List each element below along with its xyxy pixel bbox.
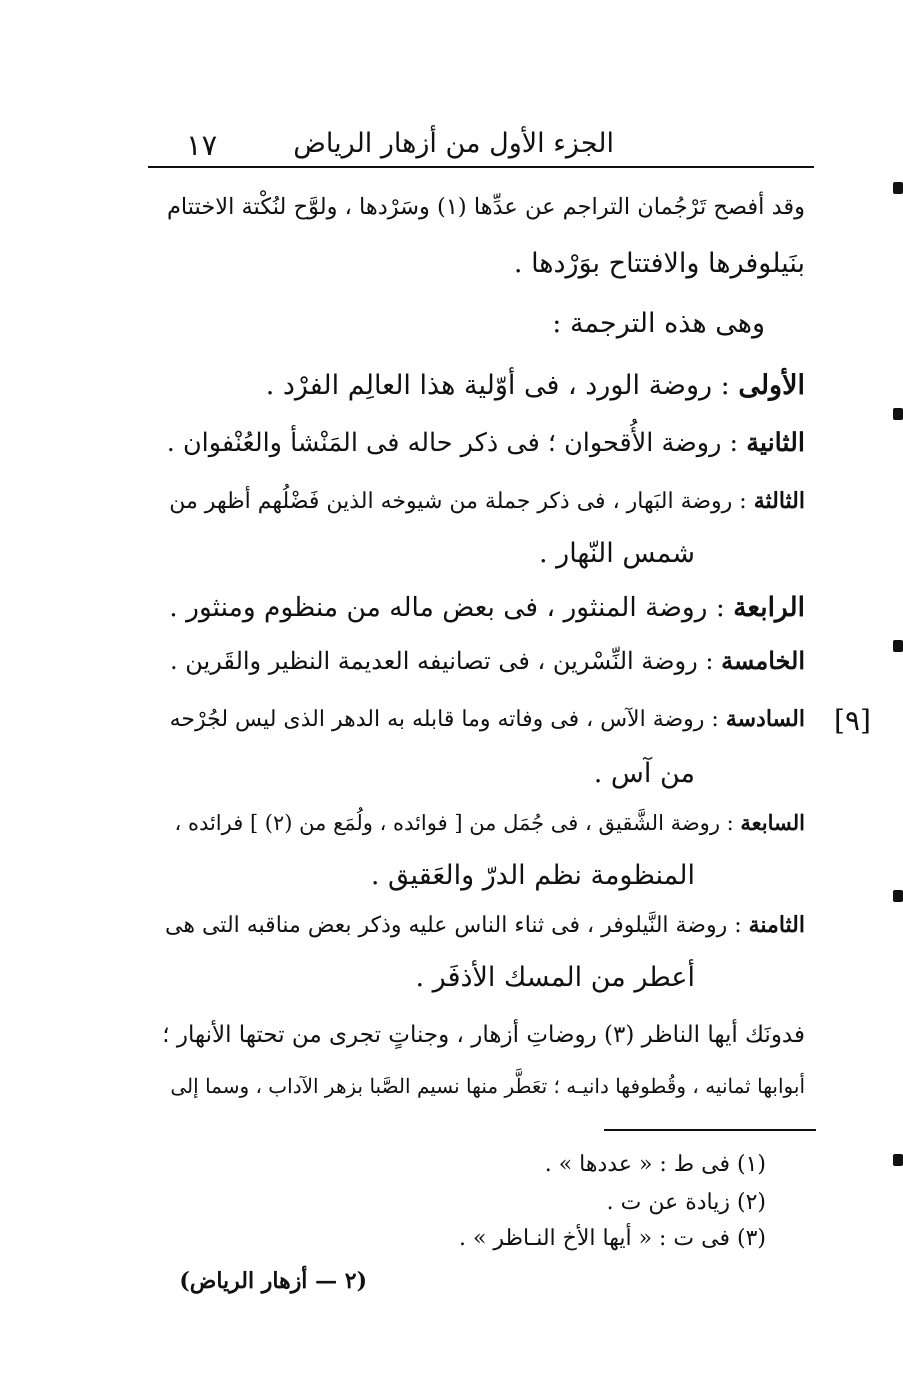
lead-line: وهى هذه الترجمة : [552,308,765,339]
intro-line: بنَيلوفرها والافتتاح بوَرْدها . [513,248,805,279]
binding-mark [893,182,903,194]
binding-mark [893,890,903,902]
entry-keyword: الثانية [746,428,805,458]
page-number: ١٧ [186,128,218,162]
entry-keyword: السابعة [740,810,805,835]
entry-keyword: السادسة [725,706,805,732]
footnote: (٣) فى ت : « أيها الأخ النـاظر » . [458,1226,766,1251]
closing-line: أبوابها ثمانيه ، وقُطوفها دانيـه ؛ تعَطَّر منها نسيم الصَّبا بزهر الآداب ، وسما إلى [170,1074,805,1098]
entry-keyword: الأولى [738,370,805,401]
entry-line: شمس النّهار . [539,538,695,569]
binding-mark [893,408,903,420]
entry-keyword: الخامسة [721,646,805,675]
entry-line: الثامنة : روضة النَّيلوفر ، فى ثناء الناس عليه وذكر بعض مناقبه التى هى [165,912,805,938]
footnote: (١) فى ط : « عددها » . [544,1152,766,1177]
entry-line: الثانية : روضة الأُقحوان ؛ فى ذكر حاله فى المَنْشأ والعُنْفوان . [166,428,805,458]
entry-line: المنظومة نظم الدرّ والعَقيق . [370,860,695,891]
closing-line: فدونَك أيها الناظر (٣) روضاتِ أزهار ، وجناتٍ تجرى من تحتها الأنهار ؛ [162,1022,805,1048]
entry-line: الرابعة : روضة المنثور ، فى بعض ماله من منظوم ومنثور . [169,592,805,623]
footnote: (٢) زيادة عن ت . [606,1190,766,1215]
binding-mark [893,640,903,652]
entry-keyword: الثالثة [753,488,805,514]
entry-line: الخامسة : روضة النِّسْرين ، فى تصانيفه العديمة النظير والقَرين . [169,646,805,675]
entry-keyword: الثامنة [748,912,805,938]
footnote-rule [604,1129,816,1131]
entry-line: الأولى : روضة الورد ، فى أوّلية هذا العالِم الفرْد . [265,370,805,401]
intro-line: وقد أفصح تَرْجُمان التراجم عن عدِّها (١) وسَرْدها ، ولوَّح لنُكْتة الاختتام [166,194,805,220]
running-header [148,118,814,166]
running-title: الجزء الأول من أزهار الرياض [293,128,614,159]
entry-keyword: الرابعة [733,592,805,623]
margin-page-reference: [٩] [834,704,871,737]
binding-mark [893,1154,903,1166]
entry-line: الثالثة : روضة البَهار ، فى ذكر جملة من شيوخه الذين فَضْلُهم أظهر من [169,488,805,514]
entry-line: السابعة : روضة الشَّقيق ، فى جُمَل من [ فوائده ، ولُمَع من (٢) ] فرائده ، [174,810,805,835]
entry-line: من آس . [593,758,695,789]
entry-line: السادسة : روضة الآس ، فى وفاته وما قابله به الدهر الذى ليس لجُرْحه [169,706,805,732]
entry-line: أعطر من المسك الأذفَر . [415,962,695,993]
signature-mark: (٢ — أزهار الرياض) [179,1268,367,1294]
header-rule [148,166,814,168]
